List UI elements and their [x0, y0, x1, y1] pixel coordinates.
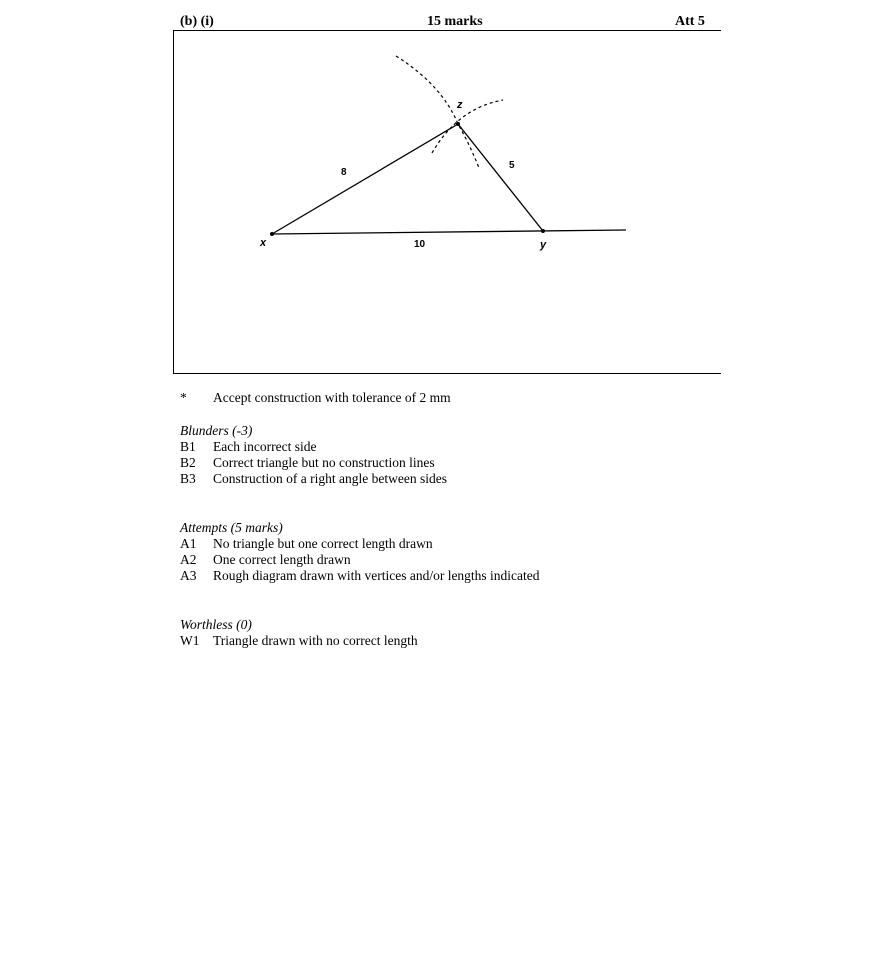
base-line-xy — [272, 230, 626, 234]
blunders-section — [180, 423, 447, 487]
list-item — [180, 471, 447, 487]
item-text: No triangle but one correct length drawn — [213, 536, 433, 551]
blunders-heading: Blunders (-3) — [180, 423, 253, 438]
item-text: Construction of a right angle between sides — [213, 471, 447, 486]
worthless-heading: Worthless (0) — [180, 617, 252, 632]
list-item — [180, 552, 351, 568]
vertex-y-label: y — [540, 239, 547, 251]
vertex-x-point — [270, 232, 274, 236]
item-text: Triangle drawn with no correct length — [213, 633, 418, 648]
worthless-section — [180, 617, 418, 649]
construction-arc-from-x — [396, 56, 479, 168]
item-code: A3 — [180, 568, 197, 583]
item-text: Correct triangle but no construction lines — [213, 455, 435, 470]
side-zy-length: 5 — [509, 160, 515, 171]
part-label: (b) (i) — [180, 14, 214, 29]
attempts-section — [180, 520, 540, 584]
vertex-z-label: z — [457, 99, 463, 111]
side-xz — [272, 124, 458, 234]
list-item — [180, 568, 540, 584]
item-code: B1 — [180, 439, 196, 454]
item-text: One correct length drawn — [213, 552, 351, 567]
side-xz-length: 8 — [341, 167, 347, 178]
vertex-z-point — [456, 122, 460, 126]
item-text: Each incorrect side — [213, 439, 317, 454]
side-xy-length: 10 — [414, 239, 426, 250]
list-item — [180, 536, 433, 552]
attempt-label: Att 5 — [675, 14, 705, 29]
item-code: A1 — [180, 536, 197, 551]
item-code: B3 — [180, 471, 196, 486]
item-text: Rough diagram drawn with vertices and/or lengths indicated — [213, 568, 540, 583]
list-item — [180, 633, 418, 649]
note-bullet: * — [180, 390, 187, 405]
attempts-heading: Attempts (5 marks) — [180, 520, 283, 535]
item-code: W1 — [180, 633, 200, 648]
note-text: Accept construction with tolerance of 2 mm — [213, 390, 451, 405]
construction-arc-from-y — [432, 100, 503, 153]
list-item — [180, 439, 317, 455]
marks-label: 15 marks — [427, 14, 483, 29]
side-zy — [458, 124, 543, 231]
item-code: B2 — [180, 455, 196, 470]
item-code: A2 — [180, 552, 197, 567]
vertex-x-label: x — [260, 237, 267, 249]
list-item — [180, 455, 435, 471]
vertex-y-point — [541, 229, 545, 233]
